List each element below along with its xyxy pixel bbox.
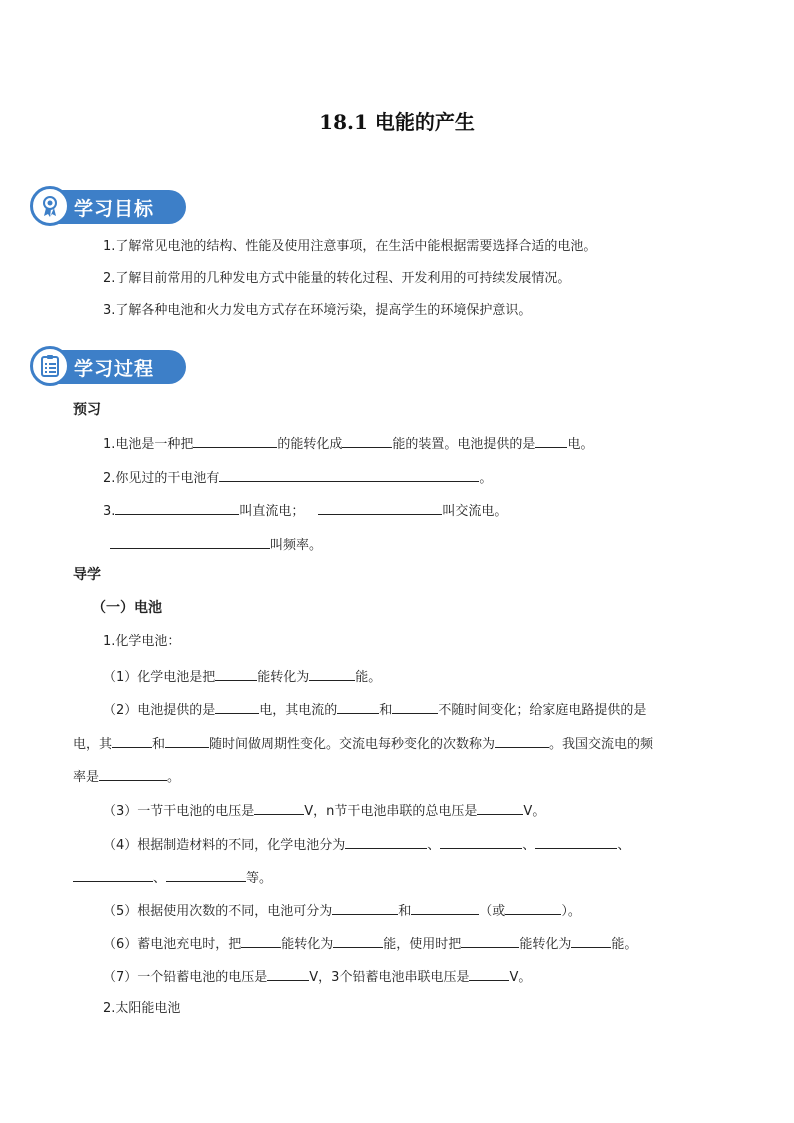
guide-solar: 2.太阳能电池 [103, 1001, 181, 1016]
text-segment: ）。 [561, 904, 581, 919]
fill-blank[interactable] [337, 699, 379, 714]
fill-blank[interactable] [165, 733, 209, 748]
text-segment: V，3个铅蓄电池串联电压是 [309, 970, 470, 985]
text-segment: 、 [427, 838, 441, 853]
section-banner-process [30, 346, 186, 388]
text-segment: 。我国交流电的频 [549, 737, 654, 752]
fill-blank[interactable] [254, 800, 304, 815]
fill-blank[interactable] [411, 900, 479, 915]
text-segment: 电，其电流的 [259, 703, 338, 718]
text-segment: （3）一节干电池的电压是 [103, 804, 255, 819]
text-segment: 3. [103, 504, 116, 519]
text-segment: 。 [479, 471, 493, 486]
text-segment: 叫交流电。 [442, 504, 508, 519]
fill-blank[interactable] [505, 900, 561, 915]
text-segment: V，n节干电池串联的总电压是 [304, 804, 478, 819]
fill-blank[interactable] [267, 966, 309, 981]
fill-blank[interactable] [110, 534, 270, 549]
guide-i3 [103, 800, 545, 821]
guide-heading: 导学 [73, 567, 101, 583]
fill-blank[interactable] [215, 666, 257, 681]
fill-blank[interactable] [495, 733, 549, 748]
guide-i5 [103, 900, 581, 921]
fill-blank[interactable] [73, 867, 153, 882]
text-segment: （2）电池提供的是 [103, 703, 216, 718]
text-segment: V。 [509, 970, 532, 985]
section-heading-goals: 学习目标 [74, 198, 155, 220]
fill-blank[interactable] [115, 500, 239, 515]
text-segment: 叫直流电； [239, 504, 305, 519]
text-segment: 和 [379, 703, 393, 718]
text-segment: 能。 [611, 937, 638, 952]
fill-blank[interactable] [535, 834, 617, 849]
preview-q1 [103, 433, 593, 454]
preview-q2 [103, 467, 492, 488]
text-segment: 能转化为 [281, 937, 334, 952]
text-segment: 和 [152, 737, 166, 752]
goal-item-2: 2.了解目前常用的几种发电方式中能量的转化过程、开发利用的可持续发展情况。 [103, 271, 571, 286]
guide-chem: 1.化学电池： [103, 634, 181, 649]
guide-i6 [103, 933, 637, 954]
fill-blank[interactable] [215, 699, 259, 714]
guide-i1 [103, 666, 381, 687]
text-segment: 、 [617, 838, 631, 853]
fill-blank[interactable] [332, 900, 398, 915]
text-segment: 1.电池是一种把 [103, 437, 194, 452]
text-segment: 率是 [73, 770, 100, 785]
preview-q3b [110, 534, 322, 555]
section-banner-goals [30, 186, 186, 228]
guide-i2b [73, 733, 653, 754]
text-segment: 电，其 [73, 737, 113, 752]
guide-i7 [103, 966, 531, 987]
text-segment: 电。 [567, 437, 594, 452]
fill-blank[interactable] [333, 933, 383, 948]
text-segment: 能转化为 [257, 670, 310, 685]
goal-item-1: 1.了解常见电池的结构、性能及使用注意事项，在生活中能根据需要选择合适的电池。 [103, 239, 597, 254]
text-segment: 2.你见过的干电池有 [103, 471, 220, 486]
fill-blank[interactable] [571, 933, 611, 948]
fill-blank[interactable] [469, 966, 509, 981]
preview-q3 [103, 500, 507, 521]
goal-item-3: 3.了解各种电池和火力发电方式存在环境污染，提高学生的环境保护意识。 [103, 303, 532, 318]
text-segment: （或 [479, 904, 506, 919]
text-segment: 能的装置。电池提供的是 [392, 437, 536, 452]
text-segment: 的能转化成 [277, 437, 343, 452]
fill-blank[interactable] [219, 467, 479, 482]
fill-blank[interactable] [166, 867, 246, 882]
fill-blank[interactable] [440, 834, 522, 849]
section-heading-process: 学习过程 [74, 358, 155, 380]
guide-i2c [73, 766, 180, 787]
fill-blank[interactable] [345, 834, 427, 849]
text-segment: 随时间做周期性变化。交流电每秒变化的次数称为 [209, 737, 496, 752]
page-title: 18.1 电能的产生 [319, 110, 475, 134]
text-segment: 和 [398, 904, 412, 919]
text-segment: 不随时间变化；给家庭电路提供的是 [438, 703, 647, 718]
fill-blank[interactable] [193, 433, 277, 448]
text-segment: （5）根据使用次数的不同，电池可分为 [103, 904, 333, 919]
guide-i2a [103, 699, 646, 720]
text-segment: 能，使用时把 [383, 937, 462, 952]
text-segment: 能转化为 [519, 937, 572, 952]
guide-i4a [103, 834, 630, 855]
fill-blank[interactable] [309, 666, 355, 681]
text-segment: （7）一个铅蓄电池的电压是 [103, 970, 268, 985]
guide-i4b [73, 867, 272, 888]
fill-blank[interactable] [477, 800, 523, 815]
text-segment: （6）蓄电池充电时，把 [103, 937, 242, 952]
fill-blank[interactable] [461, 933, 519, 948]
fill-blank[interactable] [392, 699, 438, 714]
text-segment: 、 [153, 871, 167, 886]
fill-blank[interactable] [535, 433, 567, 448]
award-ribbon-icon [30, 186, 70, 226]
preview-heading: 预习 [73, 402, 101, 418]
fill-blank[interactable] [318, 500, 442, 515]
text-segment: 、 [522, 838, 536, 853]
text-segment: （4）根据制造材料的不同，化学电池分为 [103, 838, 346, 853]
fill-blank[interactable] [99, 766, 167, 781]
text-segment: 能。 [355, 670, 382, 685]
text-segment: V。 [523, 804, 546, 819]
text-segment: 。 [167, 770, 181, 785]
clipboard-list-icon [30, 346, 70, 386]
text-segment: 叫频率。 [270, 538, 323, 553]
fill-blank[interactable] [241, 933, 281, 948]
fill-blank[interactable] [112, 733, 152, 748]
text-segment: （1）化学电池是把 [103, 670, 216, 685]
text-segment: 等。 [246, 871, 273, 886]
fill-blank[interactable] [342, 433, 392, 448]
guide-part1: （一）电池 [92, 600, 162, 616]
